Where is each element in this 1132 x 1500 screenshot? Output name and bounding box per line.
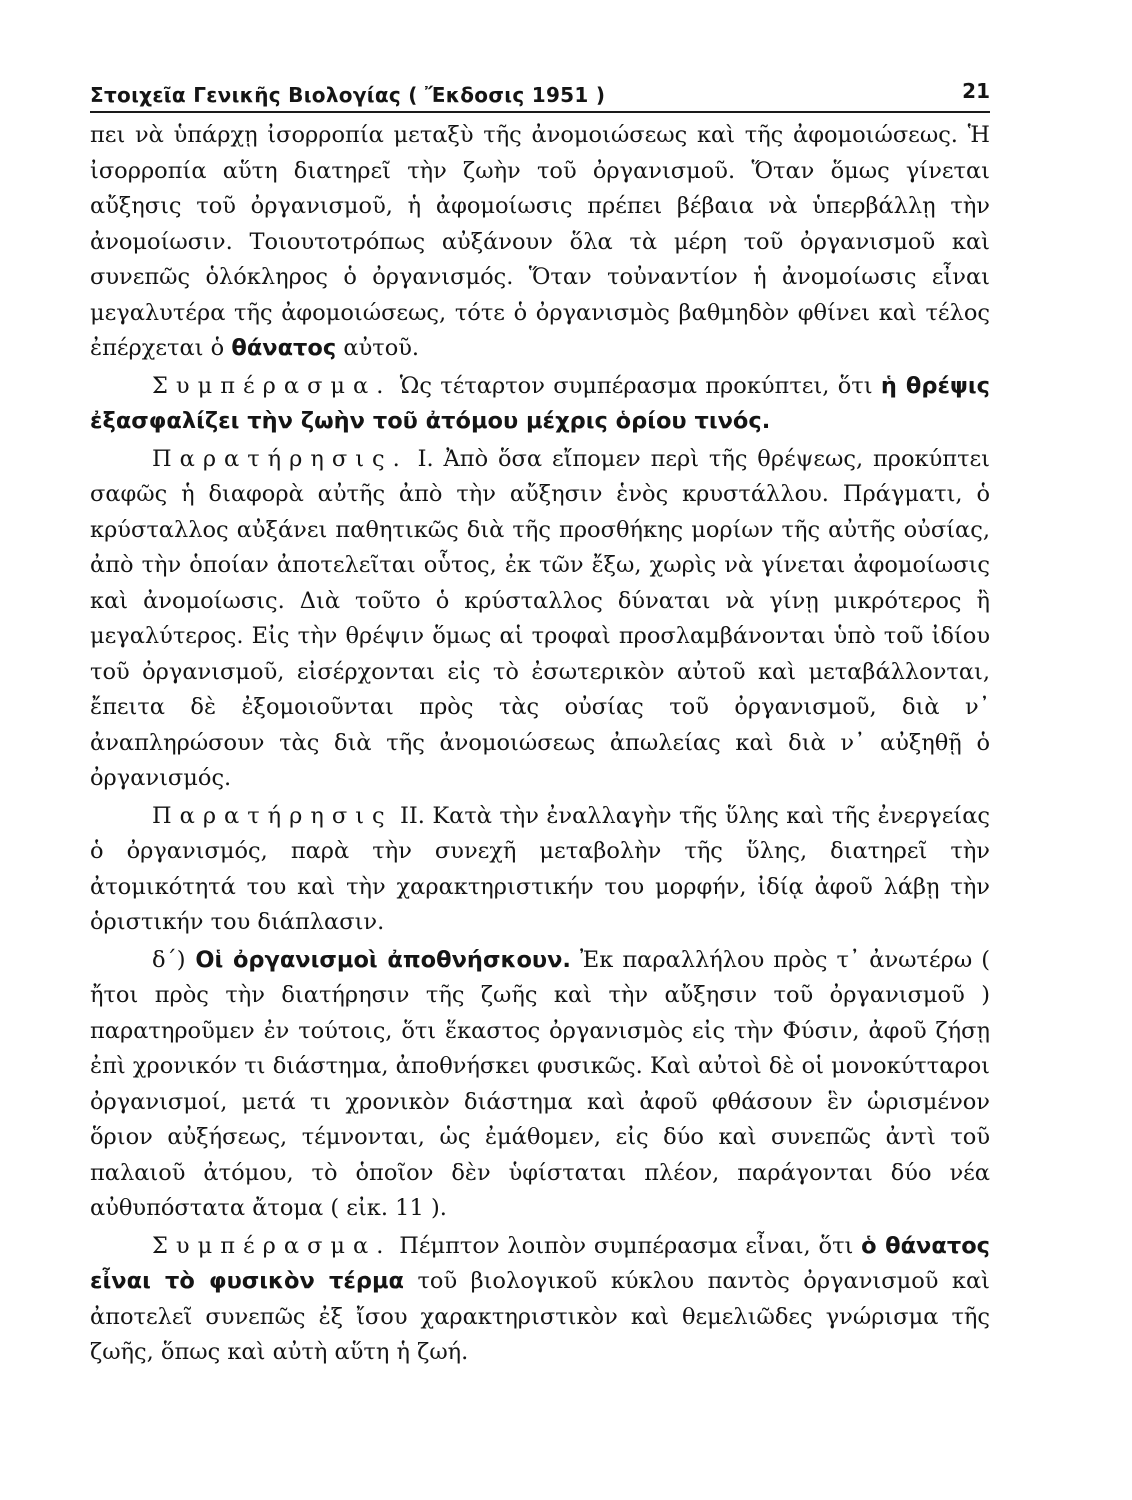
p2-lead: Συμπέρασμα. — [152, 372, 392, 399]
p3-text: Ι. Ἀπὸ ὅσα εἴπομεν περὶ τῆς θρέψεως, προκύπτει σαφῶς ἡ διαφορὰ αὐτῆς ἀπὸ τὴν αὔξησιν ἑνὸς κρυστάλλου. Πράγματι, ὁ κρύσταλλος αὐξάνει παθητικῶς διὰ τῆς προσθήκης μορίων τῆς αὐτῆς οὐσίας, ἀπὸ τὴν ὁποίαν ἀποτελεῖται οὗτος, ἐκ τῶν ἔξω, χωρὶς νὰ γίνεται ἀφομοίωσις καὶ ἀνομοίωσις. Διὰ τοῦτο ὁ κρύσταλλος δύναται νὰ γίνῃ μικρότερος ἢ μεγαλύτερος. Εἰς τὴν θρέψιν ὅμως αἱ τροφαὶ προσλαμβάνονται ὑπὸ τοῦ ἰδίου τοῦ ὀργανισμοῦ, εἰσέρχονται εἰς τὸ ἐσωτερικὸν αὐτοῦ καὶ μεταβάλλονται, ἔπειτα δὲ ἐξομοιοῦνται πρὸς τὰς οὐσίας τοῦ ὀργανισμοῦ, διὰ ν᾿ ἀναπληρώσουν τὰς διὰ τῆς ἀνομοιώσεως ἀπωλείας καὶ διὰ ν᾿ αὐξηθῇ ὁ ὀργανισμός. — [90, 445, 990, 791]
p4-lead: Παρατήρησις — [152, 802, 393, 829]
p6-bold: ὁ θάνατος εἶναι τὸ φυσικὸν τέρμα — [90, 1232, 990, 1294]
p2-text: Ὡς τέταρτον συμπέρασμα προκύπτει, ὅτι — [391, 372, 881, 399]
p1-bold: θάνατος — [231, 335, 337, 361]
p2-bold: ἡ θρέψις ἐξασφαλίζει τὴν ζωὴν τοῦ ἀτόμου μέχρις ὁρίου τινός. — [90, 372, 990, 434]
p5-text: Ἐκ παραλλήλου πρὸς τ᾿ ἀνωτέρω ( ἤτοι πρὸς τὴν διατήρησιν τῆς ζωῆς καὶ τὴν αὔξησιν τοῦ ὀργανισμοῦ ) παρατηροῦμεν ἐν τούτοις, ὅτι ἕκαστος ὀργανισμὸς εἰς τὴν Φύσιν, ἀφοῦ ζήσῃ ἐπὶ χρονικόν τι διάστημα, ἀποθνήσκει φυσικῶς. Καὶ αὐτοὶ δὲ οἱ μονοκύτταροι ὀργανισμοί, μετά τι χρονικὸν διάστημα καὶ ἀφοῦ φθάσουν ἓν ὡρισμένον ὅριον αὐξήσεως, τέμνονται, ὡς ἐμάθομεν, εἰς δύο καὶ συνεπῶς ἀντὶ τοῦ παλαιοῦ ἀτόμου, τὸ ὁποῖον δὲν ὑφίσταται πλέον, παράγονται δύο νέα αὐθυπόστατα ἄτομα ( εἰκ. 11 ). — [90, 946, 991, 1221]
p3-lead: Παρατήρησις. — [152, 445, 408, 472]
p6-lead: Συμπέρασμα. — [152, 1232, 392, 1259]
page-number: 21 — [962, 79, 990, 103]
paragraph-6 — [90, 1229, 990, 1371]
p5-bold: Οἱ ὀργανισμοὶ ἀποθνήσκουν. — [185, 946, 571, 973]
p1-text: πει νὰ ὑπάρχῃ ἰσορροπία μεταξὺ τῆς ἀνομοιώσεως καὶ τῆς ἀφομοιώσεως. Ἡ ἰσορροπία αὕτη διατηρεῖ τὴν ζωὴν τοῦ ὀργανισμοῦ. Ὅταν ὅμως γίνεται αὔξησις τοῦ ὀργανισμοῦ, ἡ ἀφομοίωσις πρέπει βέβαια νὰ ὑπερβάλλῃ τὴν ἀνομοίωσιν. Τοιουτοτρόπως αὐξάνουν ὅλα τὰ μέρη τοῦ ὀργανισμοῦ καὶ συνεπῶς ὁλόκληρος ὁ ὀργανισμός. Ὅταν τοὐναντίον ἡ ἀνομοίωσις εἶναι μεγαλυτέρα τῆς ἀφομοιώσεως, τότε ὁ ὀργανισμὸς βαθμηδὸν φθίνει καὶ τέλος ἐπέρχεται ὁ — [90, 122, 990, 361]
paragraph-1 — [90, 118, 990, 367]
p5-lead: δ΄) — [152, 946, 186, 973]
p6-text: Πέμπτον λοιπὸν συμπέρασμα εἶναι, ὅτι — [391, 1232, 862, 1259]
running-header — [90, 75, 990, 113]
p4-text: ΙΙ. Κατὰ τὴν ἐναλλαγὴν τῆς ὕλης καὶ τῆς ἐνεργείας ὁ ὀργανισμός, παρὰ τὴν συνεχῆ μεταβολὴν τῆς ὕλης, διατηρεῖ τὴν ἀτομικότητά του καὶ τὴν χαρακτηριστικήν του μορφήν, ἰδίᾳ ἀφοῦ λάβῃ τὴν ὁριστικήν του διάπλασιν. — [90, 802, 990, 935]
header-title: Στοιχεῖα Γενικῆς Βιολογίας ( Ἔκδοσις 1951 ) — [90, 83, 606, 107]
paragraph-3 — [90, 442, 990, 797]
p6-end: τοῦ βιολογικοῦ κύκλου παντὸς ὀργανισμοῦ καὶ ἀποτελεῖ συνεπῶς ἐξ ἴσου χαρακτηριστικὸν καὶ θεμελιῶδες γνώρισμα τῆς ζωῆς, ὅπως καὶ αὐτὴ αὕτη ἡ ζωή. — [90, 1268, 990, 1365]
paragraph-4 — [90, 799, 990, 941]
paragraph-5 — [90, 943, 990, 1227]
body-text — [90, 118, 990, 1371]
paragraph-2 — [90, 369, 990, 440]
p1-end: αὐτοῦ. — [336, 335, 420, 361]
